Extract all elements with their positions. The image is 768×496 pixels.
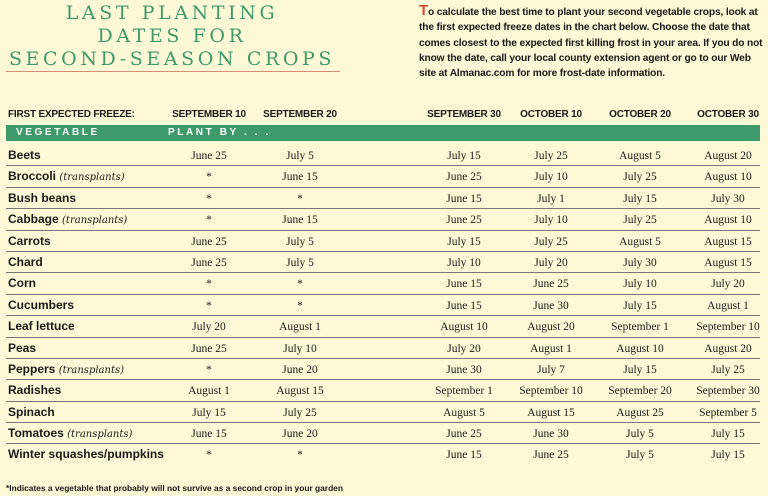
planting-date-cell: July 25 <box>623 214 657 227</box>
planting-date-cell: July 10 <box>283 342 317 355</box>
table-row <box>6 444 760 465</box>
plant-by-header: PLANT BY . . . <box>168 127 271 138</box>
vegetable-name <box>8 405 55 419</box>
planting-date-cell: September 30 <box>696 385 760 398</box>
table-row <box>6 145 760 166</box>
vegetable-name <box>8 319 75 333</box>
planting-date-cell: August 10 <box>440 321 488 334</box>
planting-date-cell: July 15 <box>623 299 657 312</box>
planting-date-cell: August 10 <box>704 214 752 227</box>
vegetable-label: Cabbage <box>8 212 59 227</box>
planting-date-cell: * <box>206 171 212 184</box>
intro-text: o calculate the best time to plant your second vegetable crops, look at the first expected freeze dates in the chart below. Choose the date that comes closest to the expected first killing frost in your area. If you do not know the date, call your local county extension agent or go to our Web site at Almanac.com for more frost-date information. <box>419 7 763 80</box>
vegetable-column-header: VEGETABLE <box>16 127 100 138</box>
vegetable-label: Spinach <box>8 404 55 419</box>
table-row <box>6 209 760 230</box>
planting-date-cell: June 15 <box>446 192 482 205</box>
planting-date-cell: July 10 <box>447 256 481 269</box>
planting-date-cell: July 20 <box>534 256 568 269</box>
planting-date-cell: August 5 <box>619 150 661 162</box>
title-divider <box>6 71 340 72</box>
vegetable-note: (transplants) <box>59 172 125 184</box>
page-title-line-2: DATES FOR <box>97 25 247 47</box>
planting-date-cell: July 25 <box>283 406 317 419</box>
footnote: *Indicates a vegetable that probably will not survive as a second crop in your garden <box>6 483 343 493</box>
planting-date-cell: June 30 <box>533 428 569 441</box>
planting-date-cell: * <box>206 449 212 462</box>
table-header-band <box>6 125 760 141</box>
freeze-date-header: SEPTEMBER 20 <box>263 109 337 120</box>
vegetable-label: Chard <box>8 254 43 269</box>
vegetable-note: (transplants) <box>67 429 133 441</box>
table-row <box>6 273 760 294</box>
vegetable-name <box>8 298 74 312</box>
planting-date-cell: June 25 <box>533 449 569 462</box>
freeze-label: FIRST EXPECTED FREEZE: <box>8 109 135 120</box>
planting-date-cell: September 1 <box>611 321 669 334</box>
table-row <box>6 188 760 209</box>
table-row <box>6 252 760 273</box>
planting-date-cell: July 5 <box>626 428 654 441</box>
freeze-date-header: OCTOBER 30 <box>697 109 759 120</box>
vegetable-label: Broccoli <box>8 169 57 184</box>
planting-date-cell: June 25 <box>191 150 227 162</box>
planting-date-cell: July 15 <box>623 363 657 376</box>
vegetable-label: Peppers <box>8 361 56 376</box>
freeze-date-header: SEPTEMBER 10 <box>172 109 246 120</box>
vegetable-name <box>8 276 36 290</box>
planting-date-cell: June 15 <box>446 449 482 462</box>
page-title-line-3: SECOND-SEASON CROPS <box>8 48 336 70</box>
planting-date-cell: August 1 <box>188 385 230 398</box>
planting-date-cell: June 15 <box>446 299 482 312</box>
planting-date-cell: July 15 <box>623 192 657 205</box>
planting-date-cell: August 1 <box>707 299 749 312</box>
planting-date-cell: July 30 <box>623 256 657 269</box>
planting-date-cell: August 10 <box>704 171 752 184</box>
table-row <box>6 359 760 380</box>
vegetable-name <box>8 255 43 269</box>
planting-date-cell: July 15 <box>447 150 481 162</box>
planting-date-cell: August 1 <box>279 321 321 334</box>
vegetable-label: Tomatoes <box>8 426 64 441</box>
vegetable-name <box>8 234 51 248</box>
planting-date-cell: August 15 <box>704 235 752 248</box>
planting-date-cell: June 30 <box>533 299 569 312</box>
intro-dropcap: T <box>419 2 429 19</box>
planting-date-cell: September 20 <box>608 385 672 398</box>
vegetable-name <box>8 426 132 442</box>
vegetable-name <box>8 383 61 397</box>
planting-date-cell: July 25 <box>534 235 568 248</box>
planting-date-cell: * <box>297 192 303 205</box>
planting-date-cell: August 15 <box>276 385 324 398</box>
planting-date-cell: September 5 <box>699 406 757 419</box>
planting-date-cell: June 25 <box>446 214 482 227</box>
planting-date-cell: July 15 <box>711 449 745 462</box>
table-row <box>6 316 760 337</box>
planting-date-cell: August 20 <box>704 150 752 162</box>
planting-date-cell: August 15 <box>527 406 575 419</box>
vegetable-name <box>8 169 125 185</box>
planting-date-cell: * <box>206 214 212 227</box>
page-title <box>4 2 340 71</box>
vegetable-note: (transplants) <box>62 215 128 227</box>
planting-date-cell: September 10 <box>519 385 583 398</box>
planting-date-cell: September 1 <box>435 385 493 398</box>
planting-date-cell: June 15 <box>446 278 482 291</box>
planting-date-cell: July 5 <box>626 449 654 462</box>
freeze-dates-header <box>0 108 768 122</box>
vegetable-name <box>8 447 164 461</box>
planting-date-cell: August 25 <box>616 406 664 419</box>
planting-date-cell: June 25 <box>533 278 569 291</box>
planting-date-cell: July 5 <box>286 235 314 248</box>
planting-date-cell: July 20 <box>192 321 226 334</box>
vegetable-label: Winter squashes/pumpkins <box>8 447 164 462</box>
planting-date-cell: July 20 <box>447 342 481 355</box>
vegetable-name <box>8 212 127 228</box>
planting-date-cell: July 15 <box>192 406 226 419</box>
table-row <box>6 166 760 187</box>
planting-date-cell: July 20 <box>711 278 745 291</box>
table-row <box>6 423 760 444</box>
vegetable-label: Leaf lettuce <box>8 319 75 334</box>
vegetable-name <box>8 341 36 355</box>
planting-date-cell: August 15 <box>704 256 752 269</box>
planting-date-cell: June 25 <box>446 428 482 441</box>
planting-date-cell: June 25 <box>191 256 227 269</box>
table-row <box>6 402 760 423</box>
planting-date-cell: September 10 <box>696 321 760 334</box>
planting-table <box>6 145 760 466</box>
planting-date-cell: July 10 <box>534 214 568 227</box>
vegetable-label: Carrots <box>8 233 51 248</box>
planting-date-cell: * <box>206 363 212 376</box>
page-title-line-1: LAST PLANTING <box>65 2 279 24</box>
planting-date-cell: July 25 <box>711 363 745 376</box>
planting-date-cell: July 10 <box>534 171 568 184</box>
planting-date-cell: July 25 <box>623 171 657 184</box>
vegetable-label: Bush beans <box>8 190 77 205</box>
vegetable-label: Beets <box>8 148 41 162</box>
planting-date-cell: * <box>206 192 212 205</box>
vegetable-label: Cucumbers <box>8 297 75 312</box>
vegetable-label: Peas <box>8 340 37 355</box>
planting-date-cell: July 5 <box>286 256 314 269</box>
planting-date-cell: June 25 <box>446 171 482 184</box>
table-row <box>6 338 760 359</box>
table-row <box>6 295 760 316</box>
freeze-date-header: SEPTEMBER 30 <box>427 109 501 120</box>
planting-date-cell: June 25 <box>191 342 227 355</box>
planting-date-cell: June 15 <box>191 428 227 441</box>
planting-date-cell: * <box>297 299 303 312</box>
planting-date-cell: July 25 <box>534 150 568 162</box>
planting-date-cell: July 5 <box>286 150 314 162</box>
vegetable-label: Corn <box>8 276 36 291</box>
planting-date-cell: June 15 <box>282 214 318 227</box>
planting-date-cell: June 20 <box>282 428 318 441</box>
planting-date-cell: August 20 <box>704 342 752 355</box>
planting-date-cell: July 10 <box>623 278 657 291</box>
planting-date-cell: June 25 <box>191 235 227 248</box>
planting-date-cell: * <box>297 278 303 291</box>
planting-date-cell: August 1 <box>530 342 572 355</box>
planting-date-cell: June 30 <box>446 363 482 376</box>
planting-date-cell: July 30 <box>711 192 745 205</box>
planting-date-cell: August 5 <box>443 406 485 419</box>
planting-date-cell: * <box>297 449 303 462</box>
vegetable-name <box>8 191 76 205</box>
vegetable-label: Radishes <box>8 383 62 398</box>
planting-date-cell: August 10 <box>616 342 664 355</box>
planting-date-cell: July 7 <box>537 363 565 376</box>
vegetable-name <box>8 362 124 378</box>
vegetable-name <box>8 148 41 162</box>
freeze-date-header: OCTOBER 10 <box>520 109 582 120</box>
vegetable-note: (transplants) <box>58 364 124 376</box>
intro-paragraph <box>419 3 764 81</box>
planting-date-cell: June 20 <box>282 363 318 376</box>
table-row <box>6 380 760 401</box>
planting-date-cell: August 5 <box>619 235 661 248</box>
table-row <box>6 231 760 252</box>
planting-date-cell: June 15 <box>282 171 318 184</box>
planting-date-cell: August 20 <box>527 321 575 334</box>
planting-date-cell: July 15 <box>447 235 481 248</box>
planting-date-cell: * <box>206 278 212 291</box>
planting-date-cell: * <box>206 299 212 312</box>
planting-date-cell: July 15 <box>711 428 745 441</box>
planting-date-cell: July 1 <box>537 192 565 205</box>
freeze-date-header: OCTOBER 20 <box>609 109 671 120</box>
